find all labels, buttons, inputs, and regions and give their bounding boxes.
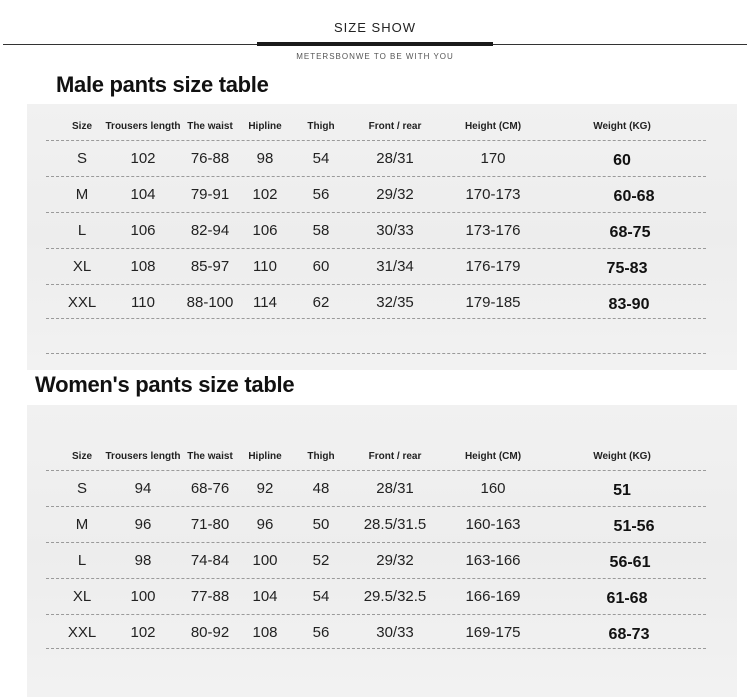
women-cell-r2-c3: 71-80: [190, 516, 230, 533]
women-cell-r3-c2: 98: [134, 552, 152, 569]
male-cell-r1-c5: 54: [312, 150, 330, 167]
women-cell-r4-c4: 104: [252, 588, 278, 605]
women-cell-r2-c7: 160-163: [465, 516, 521, 533]
women-cell-r2-c8: 51-56: [613, 518, 655, 535]
male-row-divider: [46, 318, 706, 319]
male-cell-r1-c8: 60: [613, 152, 631, 169]
women-size-table: [27, 405, 737, 697]
women-cell-r3-c6: 29/32: [376, 552, 414, 569]
male-cell-r1-c3: 76-88: [190, 150, 230, 167]
male-cell-r3-c4: 106: [252, 222, 278, 239]
male-cell-r5-c7: 179-185: [465, 294, 521, 311]
women-cell-r2-c5: 50: [312, 516, 330, 533]
male-cell-r4-c2: 108: [130, 258, 156, 275]
male-cell-r3-c2: 106: [130, 222, 156, 239]
women-cell-r4-c7: 166-169: [465, 588, 521, 605]
male-cell-r5-c2: 110: [131, 294, 155, 311]
male-header-7: Height (CM): [464, 121, 522, 132]
male-cell-r2-c2: 104: [130, 186, 156, 203]
women-cell-r1-c8: 51: [613, 482, 631, 499]
women-header-3: The waist: [187, 451, 233, 462]
women-row-divider: [46, 470, 706, 471]
male-cell-r3-c5: 58: [312, 222, 330, 239]
women-cell-r1-c3: 68-76: [190, 480, 230, 497]
male-cell-r1-c6: 28/31: [376, 150, 414, 167]
women-cell-r3-c5: 52: [312, 552, 330, 569]
women-cell-r3-c3: 74-84: [190, 552, 230, 569]
male-cell-r2-c1: M: [75, 186, 89, 203]
women-cell-r3-c4: 100: [252, 552, 278, 569]
women-cell-r4-c3: 77-88: [190, 588, 230, 605]
women-cell-r5-c8: 68-73: [608, 626, 650, 643]
male-cell-r5-c1: XXL: [67, 294, 97, 311]
male-header-1: Size: [71, 121, 93, 132]
women-cell-r4-c6: 29.5/32.5: [363, 588, 427, 605]
male-header-4: Hipline: [248, 121, 282, 132]
women-cell-r3-c8: 56-61: [609, 554, 651, 571]
male-cell-r4-c8: 75-83: [606, 260, 648, 277]
male-cell-r3-c8: 68-75: [609, 224, 651, 241]
women-header-1: Size: [71, 451, 93, 462]
male-cell-r3-c6: 30/33: [376, 222, 414, 239]
male-header-5: Thigh: [307, 121, 335, 132]
women-cell-r5-c7: 169-175: [465, 624, 521, 641]
male-row-divider: [46, 212, 706, 213]
women-header-4: Hipline: [248, 451, 282, 462]
header-subtitle: METERSBONWE TO BE WITH YOU: [296, 52, 454, 61]
male-row-divider: [46, 284, 706, 285]
male-cell-r4-c1: XL: [72, 258, 92, 275]
women-cell-r1-c1: S: [76, 480, 88, 497]
male-cell-r4-c5: 60: [312, 258, 330, 275]
women-cell-r5-c4: 108: [252, 624, 278, 641]
women-header-5: Thigh: [307, 451, 335, 462]
women-cell-r5-c1: XXL: [67, 624, 97, 641]
women-cell-r5-c2: 102: [130, 624, 156, 641]
male-row-divider: [46, 353, 706, 354]
women-cell-r2-c6: 28.5/31.5: [363, 516, 427, 533]
male-cell-r5-c4: 114: [253, 294, 277, 311]
male-cell-r3-c3: 82-94: [190, 222, 230, 239]
male-row-divider: [46, 248, 706, 249]
women-cell-r1-c2: 94: [134, 480, 152, 497]
women-header-6: Front / rear: [368, 451, 422, 462]
male-cell-r5-c8: 83-90: [608, 296, 650, 313]
women-header-7: Height (CM): [464, 451, 522, 462]
women-cell-r5-c3: 80-92: [190, 624, 230, 641]
women-header-8: Weight (KG): [593, 451, 651, 462]
male-cell-r2-c5: 56: [312, 186, 330, 203]
male-row-divider: [46, 176, 706, 177]
male-cell-r1-c1: S: [76, 150, 88, 167]
women-cell-r4-c5: 54: [312, 588, 330, 605]
male-cell-r2-c4: 102: [252, 186, 278, 203]
women-cell-r1-c5: 48: [312, 480, 330, 497]
male-cell-r5-c3: 88-100: [186, 294, 234, 311]
male-header-6: Front / rear: [368, 121, 422, 132]
male-cell-r1-c4: 98: [256, 150, 274, 167]
women-cell-r2-c1: M: [75, 516, 89, 533]
women-cell-r3-c1: L: [77, 552, 87, 569]
male-cell-r3-c7: 173-176: [465, 222, 521, 239]
male-cell-r2-c3: 79-91: [190, 186, 230, 203]
women-cell-r1-c6: 28/31: [376, 480, 414, 497]
women-row-divider: [46, 614, 706, 615]
header-title: SIZE SHOW: [334, 20, 416, 35]
male-row-divider: [46, 140, 706, 141]
women-cell-r4-c1: XL: [72, 588, 92, 605]
women-row-divider: [46, 506, 706, 507]
women-cell-r1-c7: 160: [480, 480, 506, 497]
male-cell-r2-c7: 170-173: [465, 186, 521, 203]
women-header-2: Trousers length: [105, 451, 181, 462]
male-header-8: Weight (KG): [593, 121, 651, 132]
male-cell-r2-c6: 29/32: [376, 186, 414, 203]
women-cell-r5-c5: 56: [312, 624, 330, 641]
women-cell-r1-c4: 92: [256, 480, 274, 497]
women-cell-r4-c8: 61-68: [606, 590, 648, 607]
women-cell-r5-c6: 30/33: [376, 624, 414, 641]
male-cell-r1-c7: 170: [480, 150, 506, 167]
women-row-divider: [46, 578, 706, 579]
header-divider-accent: [257, 42, 493, 46]
women-row-divider: [46, 648, 706, 649]
women-row-divider: [46, 542, 706, 543]
women-cell-r2-c4: 96: [256, 516, 274, 533]
male-cell-r2-c8: 60-68: [613, 188, 655, 205]
male-cell-r4-c4: 110: [253, 258, 277, 275]
women-cell-r3-c7: 163-166: [465, 552, 521, 569]
male-cell-r1-c2: 102: [130, 150, 156, 167]
women-table-title: Women's pants size table: [35, 372, 295, 397]
male-table-title: Male pants size table: [56, 72, 269, 97]
women-cell-r2-c2: 96: [134, 516, 152, 533]
male-cell-r4-c6: 31/34: [376, 258, 414, 275]
male-header-3: The waist: [187, 121, 233, 132]
male-cell-r5-c5: 62: [312, 294, 330, 311]
women-cell-r4-c2: 100: [130, 588, 156, 605]
male-cell-r3-c1: L: [77, 222, 87, 239]
male-cell-r5-c6: 32/35: [376, 294, 414, 311]
male-cell-r4-c3: 85-97: [190, 258, 230, 275]
male-cell-r4-c7: 176-179: [465, 258, 521, 275]
male-header-2: Trousers length: [105, 121, 181, 132]
